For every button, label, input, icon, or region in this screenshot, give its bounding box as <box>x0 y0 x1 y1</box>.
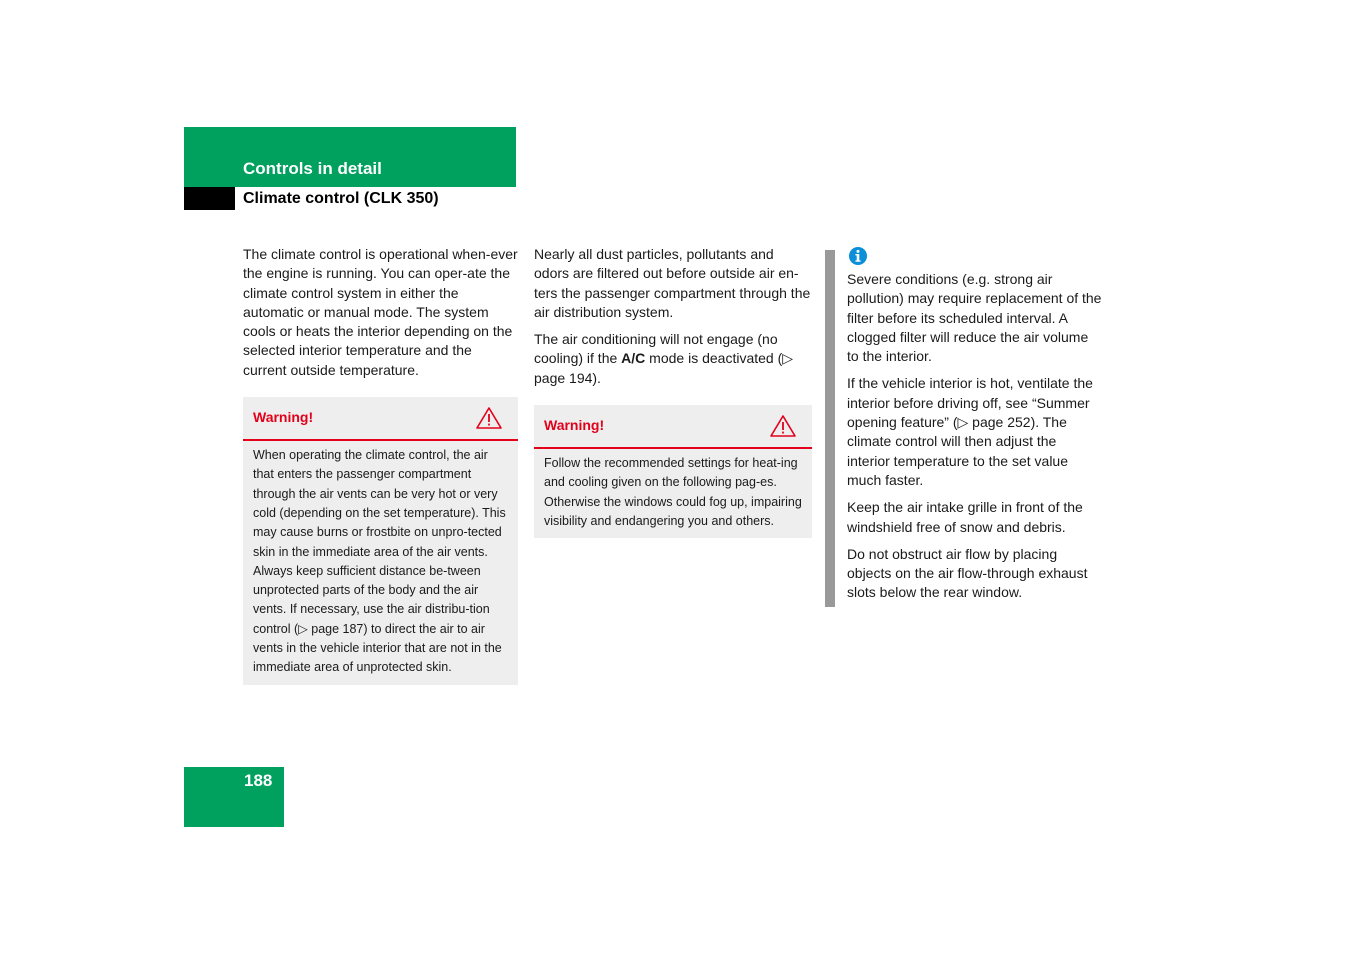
column-middle <box>534 245 812 538</box>
warning-header <box>534 405 812 449</box>
header-marker <box>184 187 235 210</box>
intro-paragraph: The climate control is operational when-ever the engine is running. You can oper-ate the climate control system in either the automatic or manual mode. The system cools or heats the interior depending on the selected interior temperature and the current outside temperature. <box>243 246 518 378</box>
info-paragraph: Keep the air intake grille in front of the windshield free of snow and debris. <box>847 499 1083 535</box>
warning-label: Warning! <box>253 409 314 426</box>
filter-paragraph: Nearly all dust particles, pollutants and odors are filtered out before outside air en-ters the passenger compartment through the air distribution system. <box>534 246 811 320</box>
warning-triangle-icon <box>769 414 797 438</box>
column-left <box>243 245 518 685</box>
column-right-info <box>847 246 1102 611</box>
warning-text: Follow the recommended settings for heat-ing and cooling given on the following pag-es. Otherwise the windows could fog up, impairing visibility and endangering you and others. <box>544 456 802 528</box>
warning-box <box>534 405 812 538</box>
page-number: 188 <box>244 771 273 790</box>
section-title: Controls in detail <box>243 159 382 178</box>
ac-text-after: mode is deactivated (▷ page 194). <box>534 350 794 386</box>
ac-paragraph <box>534 330 812 388</box>
warning-text: When operating the climate control, the air that enters the passenger compartment through the air vents can be very hot or very cold (depending on the set temperature). This may cause burns or frostbite on unpro-tected skin in the immediate area of the air vents. Always keep sufficient distance be-tween unprotected parts of the body and the air vents. If necessary, use the air distribu-tion control (▷ page 187) to direct the air to air vents in the vehicle interior that are not in the immediate area of unprotected skin. <box>253 448 506 675</box>
info-paragraph: Do not obstruct air flow by placing objects on the air flow-through exhaust slots below the rear window. <box>847 545 1088 601</box>
warning-body <box>243 441 518 685</box>
info-paragraph: If the vehicle interior is hot, ventilate the interior before driving off, see “Summer opening feature” (▷ page 252). The climate control will then adjust the interior temperature to the set value much faster. <box>847 375 1093 488</box>
info-paragraph: Severe conditions (e.g. strong air pollution) may require replacement of the filter before its scheduled interval. A clogged filter will reduce the air volume to the interior. <box>847 271 1102 365</box>
info-icon <box>848 246 868 266</box>
warning-label: Warning! <box>544 417 605 434</box>
warning-triangle-icon <box>475 406 503 430</box>
ac-button-label: A/C <box>621 350 646 367</box>
warning-header <box>243 397 518 441</box>
subsection-title: Climate control (CLK 350) <box>243 190 439 207</box>
warning-body <box>534 449 812 538</box>
info-sidebar-bar <box>825 250 835 607</box>
ac-text-before: The air conditioning will not engage (no cooling) if the <box>534 331 778 367</box>
warning-box <box>243 397 518 685</box>
